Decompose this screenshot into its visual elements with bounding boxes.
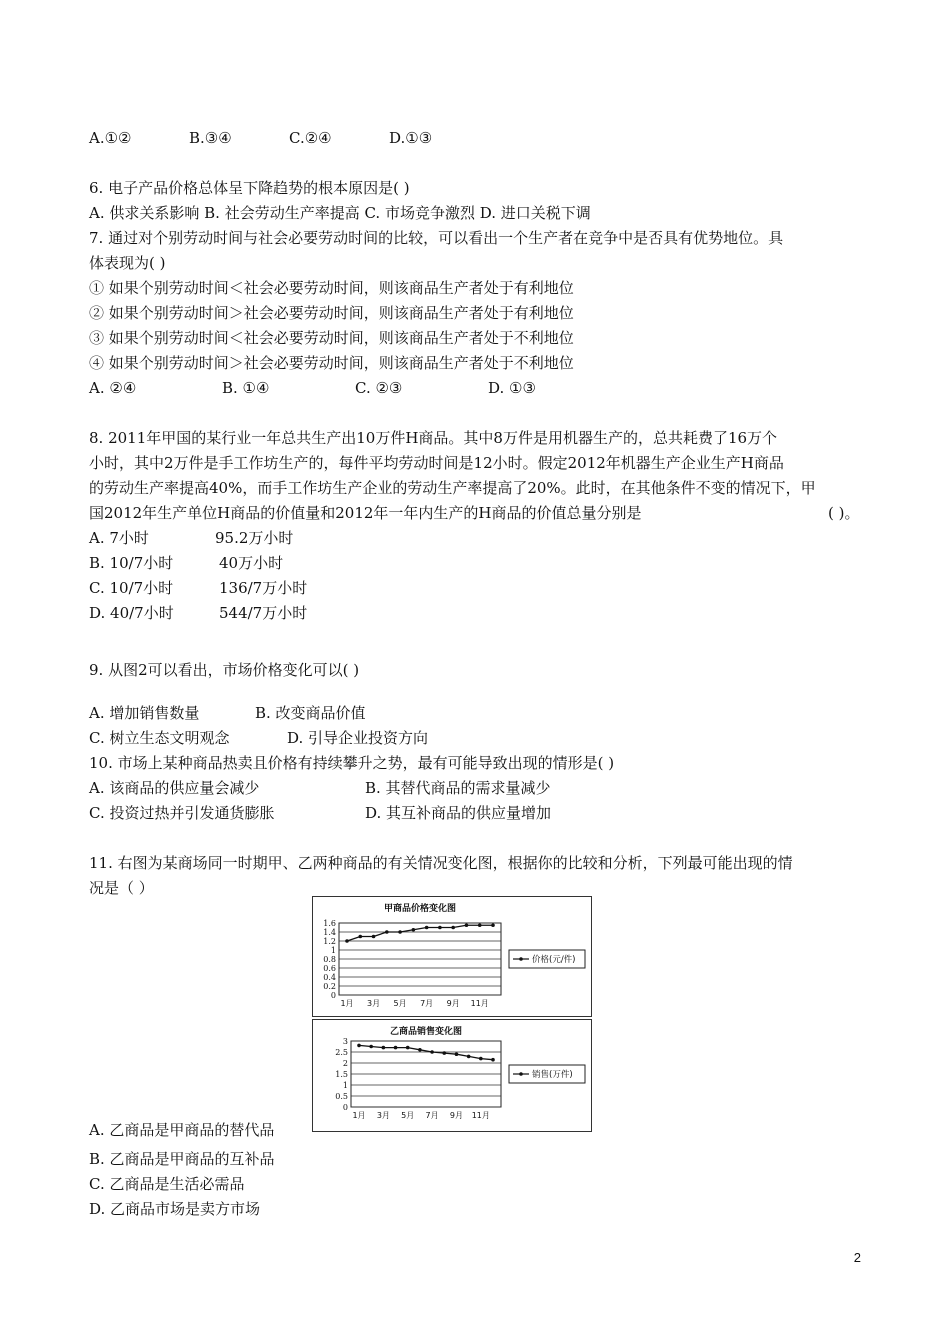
chart-jia-price — [312, 896, 592, 1017]
data-point — [369, 1045, 373, 1049]
y-tick-label: 1.6 — [323, 919, 336, 928]
y-tick-label: 1.4 — [323, 928, 336, 937]
y-tick-label: 1 — [342, 1081, 348, 1090]
data-point — [455, 1052, 459, 1056]
q8-option-c-unit: C. 10/7小时 — [89, 579, 174, 597]
y-tick-label: 1.5 — [335, 1070, 348, 1079]
x-tick-label: 1月 — [340, 999, 354, 1008]
q9-options-row-1 — [89, 703, 366, 723]
y-tick-label: 1 — [330, 946, 336, 955]
data-point — [406, 1046, 410, 1050]
data-point — [412, 928, 416, 932]
series-line — [359, 1045, 493, 1059]
x-tick-label: 5月 — [393, 999, 407, 1008]
q10-option-b: B. 其替代商品的需求量减少 — [365, 779, 551, 797]
legend-marker — [519, 957, 523, 961]
q7-item-2: ② 如果个别劳动时间＞社会必要劳动时间，则该商品生产者处于有利地位 — [89, 304, 574, 322]
q8-stem-line-4: 国2012年生产单位H商品的价值量和2012年一年内生产的H商品的价值总量分别是 — [89, 504, 642, 522]
q9-option-d: D. 引导企业投资方向 — [287, 729, 429, 747]
q11-stem-cont: 况是（ ） — [89, 879, 154, 897]
data-point — [430, 1050, 434, 1054]
x-tick-label: 9月 — [446, 999, 460, 1008]
chart-yi-sales — [312, 1019, 592, 1132]
q8-stem-line-2: 小时，其中2万件是手工作坊生产的，每件平均劳动时间是12小时。假定2012年机器生产企业生产H商品 — [89, 454, 784, 472]
x-tick-label: 11月 — [471, 1111, 490, 1120]
data-point — [465, 923, 469, 927]
y-tick-label: 0.4 — [323, 973, 336, 982]
q6-stem: 6. 电子产品价格总体呈下降趋势的根本原因是( ) — [89, 179, 410, 197]
q9-options-row-2 — [89, 728, 428, 748]
q8-option-c — [89, 578, 307, 598]
q7-options — [89, 378, 536, 398]
q8-stem-line-3: 的劳动生产率提高40%，而手工作坊生产企业的劳动生产率提高了20%。此时，在其他条件不变的情况下，甲 — [89, 479, 816, 497]
data-point — [382, 1046, 386, 1050]
q7-item-4: ④ 如果个别劳动时间＞社会必要劳动时间，则该商品生产者处于不利地位 — [89, 354, 574, 372]
y-tick-label: 0.5 — [335, 1092, 348, 1101]
x-tick-label: 11月 — [470, 999, 489, 1008]
q5-option-c: C.②④ — [289, 129, 332, 147]
chart-jia-price-svg — [313, 897, 591, 1016]
q8-option-c-total: 136/7万小时 — [219, 579, 308, 597]
legend-label: 价格(元/件) — [532, 955, 576, 965]
q5-options — [89, 128, 432, 148]
page-number: 2 — [853, 1250, 861, 1265]
data-point — [491, 923, 495, 927]
q5-option-d: D.①③ — [389, 129, 433, 147]
q11-option-a: A. 乙商品是甲商品的替代品 — [89, 1121, 275, 1139]
data-point — [345, 939, 349, 943]
data-point — [418, 1048, 422, 1052]
y-tick-label: 0.2 — [323, 982, 336, 991]
q8-option-b — [89, 553, 283, 573]
data-point — [358, 935, 362, 939]
q8-option-d-unit: D. 40/7小时 — [89, 604, 174, 622]
data-point — [442, 1051, 446, 1055]
data-point — [372, 935, 376, 939]
q8-option-a-unit: A. 7小时 — [89, 529, 149, 547]
q10-options-row-2 — [89, 803, 551, 823]
q8-option-b-total: 40万小时 — [219, 554, 284, 572]
q11-option-c: C. 乙商品是生活必需品 — [89, 1175, 245, 1193]
legend-marker — [519, 1072, 523, 1076]
q10-option-d: D. 其互补商品的供应量增加 — [365, 804, 552, 822]
data-point — [451, 926, 455, 930]
q7-option-c: C. ②③ — [355, 379, 403, 397]
series-line — [347, 925, 493, 941]
q10-options-row-1 — [89, 778, 551, 798]
q8-answer-bracket: ( )。 — [828, 504, 860, 522]
q8-option-a — [89, 528, 293, 548]
q11-option-d: D. 乙商品市场是卖方市场 — [89, 1200, 261, 1218]
q11-stem: 11. 右图为某商场同一时期甲、乙两种商品的有关情况变化图，根据你的比较和分析，下列最可能出现的情 — [89, 854, 793, 872]
chart-yi-sales-svg — [313, 1020, 591, 1131]
x-tick-label: 1月 — [352, 1111, 366, 1120]
q7-item-1: ① 如果个别劳动时间＜社会必要劳动时间，则该商品生产者处于有利地位 — [89, 279, 574, 297]
y-tick-label: 3 — [342, 1037, 348, 1046]
x-tick-label: 5月 — [401, 1111, 415, 1120]
q6-options: A. 供求关系影响 B. 社会劳动生产率提高 C. 市场竞争激烈 D. 进口关税下调 — [89, 204, 591, 222]
data-point — [425, 926, 429, 930]
y-tick-label: 2.5 — [335, 1048, 348, 1057]
data-point — [467, 1055, 471, 1059]
q8-option-d-total: 544/7万小时 — [219, 604, 308, 622]
chart-title: 乙商品销售变化图 — [389, 1027, 463, 1037]
y-tick-label: 0.6 — [323, 964, 336, 973]
q5-option-b: B.③④ — [189, 129, 232, 147]
q7-stem: 7. 通过对个别劳动时间与社会必要劳动时间的比较，可以看出一个生产者在竞争中是否具有优势地位。具 — [89, 229, 784, 247]
data-point — [478, 923, 482, 927]
legend-label: 销售(万件) — [532, 1070, 573, 1080]
q5-option-a: A.①② — [89, 129, 132, 147]
q8-stem-line-1: 8. 2011年甲国的某行业一年总共生产出10万件H商品。其中8万件是用机器生产的，总共耗费了16万个 — [89, 429, 778, 447]
y-tick-label: 1.2 — [323, 937, 336, 946]
q8-option-a-total: 95.2万小时 — [215, 529, 294, 547]
y-tick-label: 0 — [330, 991, 336, 1000]
y-tick-label: 0 — [342, 1103, 348, 1112]
q10-stem: 10. 市场上某种商品热卖且价格有持续攀升之势，最有可能导致出现的情形是( ) — [89, 754, 615, 772]
q9-option-b: B. 改变商品价值 — [255, 704, 366, 722]
q10-option-c: C. 投资过热并引发通货膨胀 — [89, 804, 275, 822]
q9-option-a: A. 增加销售数量 — [89, 704, 200, 722]
q7-option-b: B. ①④ — [222, 379, 270, 397]
q11-option-b: B. 乙商品是甲商品的互补品 — [89, 1150, 275, 1168]
q7-item-3: ③ 如果个别劳动时间＜社会必要劳动时间，则该商品生产者处于不利地位 — [89, 329, 574, 347]
y-tick-label: 2 — [342, 1059, 348, 1068]
data-point — [385, 930, 389, 934]
q8-option-d — [89, 603, 307, 623]
data-point — [491, 1058, 495, 1062]
q7-stem-cont: 体表现为( ) — [89, 254, 166, 272]
data-point — [398, 930, 402, 934]
q9-stem: 9. 从图2可以看出，市场价格变化可以( ) — [89, 661, 360, 679]
q10-option-a: A. 该商品的供应量会减少 — [89, 779, 260, 797]
q7-option-d: D. ①③ — [488, 379, 536, 397]
q8-option-b-unit: B. 10/7小时 — [89, 554, 174, 572]
chart-title: 甲商品价格变化图 — [383, 904, 457, 914]
x-tick-label: 7月 — [420, 999, 434, 1008]
data-point — [394, 1046, 398, 1050]
y-tick-label: 0.8 — [323, 955, 336, 964]
q9-option-c: C. 树立生态文明观念 — [89, 729, 230, 747]
data-point — [438, 926, 442, 930]
data-point — [479, 1057, 483, 1061]
x-tick-label: 3月 — [376, 1111, 390, 1120]
data-point — [357, 1044, 361, 1048]
x-tick-label: 9月 — [449, 1111, 464, 1120]
x-tick-label: 3月 — [366, 999, 381, 1008]
x-tick-label: 7月 — [425, 1111, 439, 1120]
q7-option-a: A. ②④ — [89, 379, 137, 397]
